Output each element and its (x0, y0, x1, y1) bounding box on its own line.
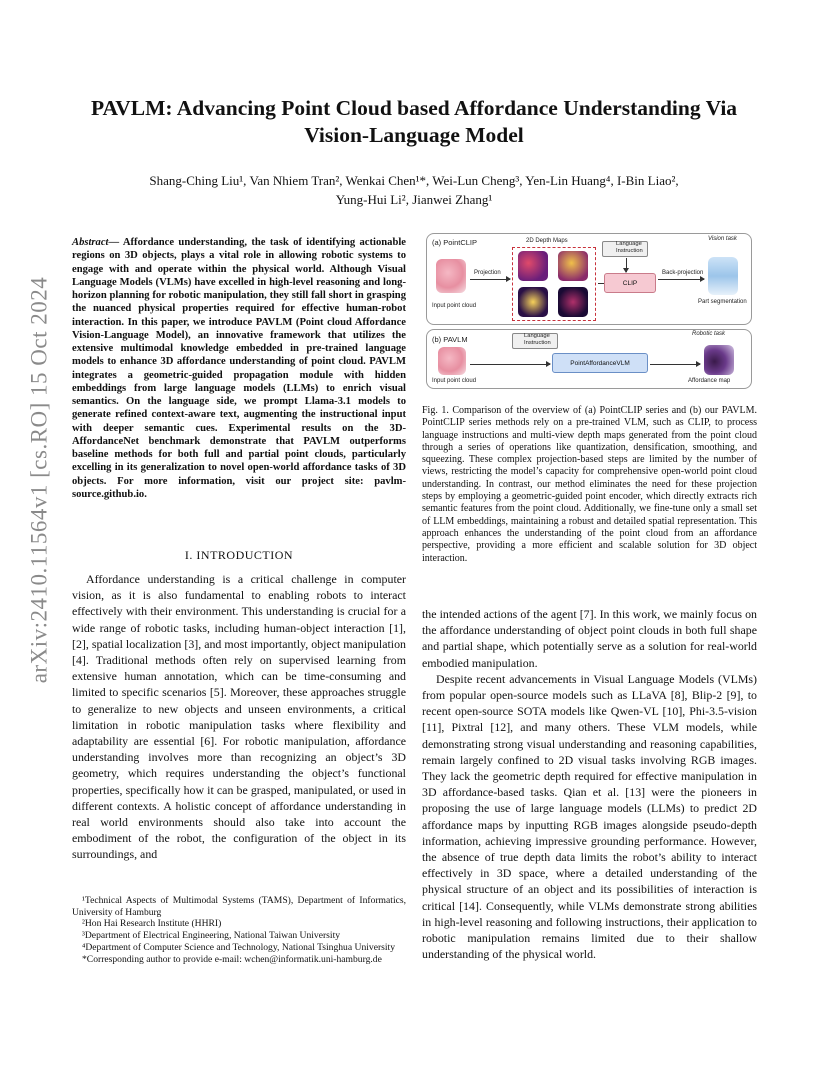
intro-paragraph: Affordance understanding is a critical challenge in computer vision, as it is also fundamental to enabling robots to interact effectively with their environment. This understanding is crucial for a wide range of robotic tasks, including human-object interaction [1], [2], spatial localization [3], and most importantly, object manipulation [4]. Traditional methods often rely on supervised learning from extensive human annotation, which can be time-consuming and limited to specific scenarios [5]. Moreover, these approaches struggle to generalize to new objects and unseen environments, a critical limitation in robotic manipulation tasks where flexibility and adaptability are essential [6]. For robotic manipulation, affordance understanding involves more than recognizing an object’s 3D geometry, which requires understanding the object’s functional properties, specifically how it can be grasped, manipulated, or used in different contexts. A holistic concept of affordance understanding in real world environments should also take into account the embodiment of the robot, the configuration of the object in its surroundings, and (72, 572, 406, 862)
section-heading-introduction: I. INTRODUCTION (184, 548, 294, 562)
pavlm-output-arrow (650, 364, 700, 365)
intro-paragraph: Despite recent advancements in Visual Language Models (VLMs) from popular open-source models such as LLaVA [8], Blip-2 [9], to recent open-source SOTA models like Qwen-VL [10], Phi-3.5-vision [11], Pixtral [12], and many others. These VLM models, while demonstrating strong visual understanding and reasoning capabilities, remain largely confined to 2D visual tasks involving RGB images. They lack the geometric depth required for effective manipulation in 3D affordance-based tasks. Qian et al. [13] were the pioneers in proposing the use of large language models (LLMs) to predict 2D affordance maps by inputting RGB images alongside pseudo-depth information, achieving impressive grounding performance. However, the absence of true depth data limits the robot’s ability to interact effectively in 3D space, where a detailed understanding of the physical structure of an object and its possibilities of interaction is critical [14]. Consequently, while VLMs demonstrate strong abilities in high-level reasoning and following instructions, their application to robotic manipulation remains limited due to their shallow understanding of the physical world. (422, 671, 757, 962)
panel-a-label: (a) PointCLIP (432, 238, 478, 247)
author-line-1: Shang-Ching Liu¹, Van Nhiem Tran², Wenkai Chen¹*, Wei-Lun Cheng³, Yen-Lin Huang⁴, I-Bin Liao², (149, 173, 679, 188)
point-affordance-vlm-box: PointAffordanceVLM (552, 353, 648, 373)
affordance-map-image (704, 345, 734, 375)
footnote-affiliation-1: ¹Technical Aspects of Multimodal Systems (TAMS), Department of Informatics, University of Hamburg (72, 895, 406, 918)
depth-map-image (518, 287, 548, 317)
back-projection-arrow (658, 279, 704, 280)
figure-caption: Fig. 1. Comparison of the overview of (a) PointCLIP series and (b) our PAVLM. PointCLIP series methods rely on a pre-trained VLM, such as CLIP, to process language instructions and multi-view depth maps generated from the point cloud through a series of operations like quantization, densification, smoothing, and squeezing. These complex projection-based steps are limited by the number of views, restricting the model’s capacity for comprehensive open-world point cloud understanding. In contrast, our method eliminates the need for these projection steps by employing a geometric-guided point encoder, which directly extracts rich semantic features from the point cloud. Additionally, we fine-tune only a small set of LLM embeddings, maintaining a robust and detailed spatial representation. This approach enhances the understanding of the point cloud from an affordance perspective, providing a more efficient and scalable solution for 3D object interaction. (422, 405, 757, 564)
projection-label: Projection (474, 270, 501, 276)
vision-task-label: Vision task (708, 236, 737, 242)
intro-paragraph: the intended actions of the agent [7]. In this work, we mainly focus on the affordance understanding of object point clouds in both full shape and partial shape, which potentially serve as a solution for real-world embodied manipulation. (422, 607, 757, 670)
input-point-cloud-image (438, 347, 466, 375)
projection-arrow (470, 279, 510, 280)
footnote-affiliation-2: ²Hon Hai Research Institute (HHRI) (82, 918, 222, 930)
back-projection-label: Back-projection (662, 270, 704, 276)
abstract-text: — Affordance understanding, the task of identifying actionable regions on 3D objects, plays a vital role in allowing robotic systems to engage with and operate within the physical world. Although Visual Language Models (VLMs) have excelled in high-level reasoning and long-horizon planning for robotic manipulation, they still fall short in grasping the nuanced physical properties required for effective human-robot interaction. In this paper, we introduce PAVLM (Point cloud Affordance Vision-Language Model), an innovative framework that utilizes the extensive multimodal knowledge embedded in pre-trained language models to enhance 3D affordance understanding of point cloud. PAVLM integrates a geometric-guided propagation module with hidden embeddings from large language models (LLMs) to enrich visual semantics. On the language side, we prompt Llama-3.1 models to generate refined context-aware text, augmenting the instructional input with deeper semantic cues. Experimental results on the 3D-AffordanceNet benchmark demonstrate that PAVLM outperforms baseline methods for both full and partial point clouds, particularly excelling in its generalization to novel open-world affordance tasks of 3D objects. For more information, visit our project site: pavlm-source.github.io. (72, 237, 406, 500)
footnotes (72, 895, 406, 965)
part-segmentation-label: Part segmentation (698, 299, 747, 305)
arxiv-id: arXiv:2410.11564v1 [cs.RO] 15 Oct 2024 (26, 276, 52, 684)
abstract (72, 236, 406, 501)
abstract-label: Abstract (72, 237, 109, 248)
intro-left-column (72, 571, 406, 863)
footnote-affiliation-4: ⁴Department of Computer Science and Technology, National Tsinghua University (82, 941, 396, 953)
input-point-cloud-label: Input point cloud (432, 303, 477, 309)
depth-map-image (558, 251, 588, 281)
author-line-2: Yung-Hui Li², Jianwei Zhang¹ (335, 192, 493, 207)
footnote-corresponding-author: *Corresponding author to provide e-mail: wchen@informatik.uni-hamburg.de (82, 953, 382, 965)
depth-maps-label: 2D Depth Maps (526, 238, 568, 244)
depth-map-image (558, 287, 588, 317)
robotic-task-label: Robotic task (692, 331, 726, 337)
depth-map-image (518, 251, 548, 281)
author-list (70, 171, 758, 209)
language-instruction-label: Language Instruction (616, 241, 643, 254)
instruction-arrow (626, 258, 627, 272)
part-segmentation-image (708, 257, 738, 295)
paper-title: PAVLM: Advancing Point Cloud based Affordance Understanding Via Vision-Language Model (90, 96, 738, 147)
footnote-affiliation-3: ³Department of Electrical Engineering, National Taiwan University (82, 930, 341, 942)
panel-b-label: (b) PAVLM (432, 335, 468, 344)
language-instruction-label-b: Language Instruction (524, 333, 551, 346)
pavlm-input-arrow (470, 364, 550, 365)
affordance-map-label: Affordance map (688, 378, 731, 384)
input-point-cloud-label-b: Input point cloud (432, 378, 477, 384)
clip-box: CLIP (604, 273, 656, 293)
arxiv-stamp (14, 276, 64, 684)
input-point-cloud-image (436, 259, 466, 293)
figure-1 (426, 233, 752, 391)
intro-right-column (422, 606, 757, 962)
